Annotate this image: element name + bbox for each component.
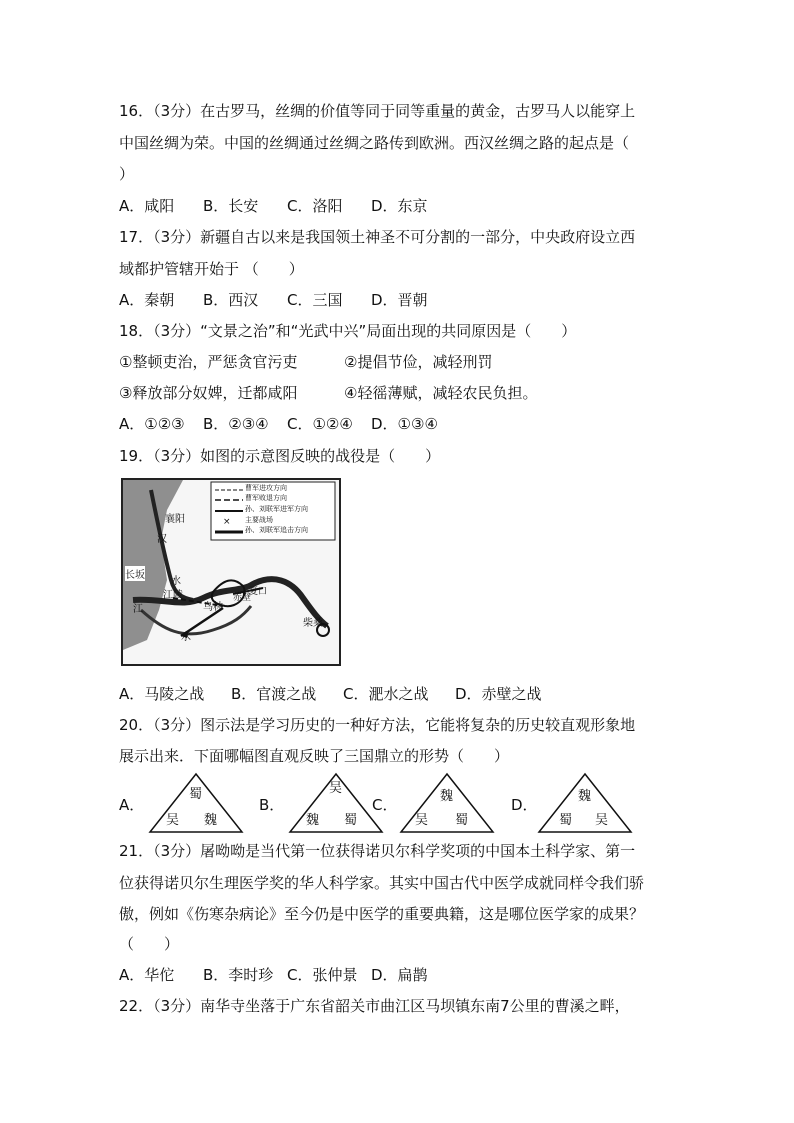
battle-map xyxy=(121,478,341,666)
q20-label-c: C． xyxy=(372,796,398,814)
q16-option-b: B．长安 xyxy=(203,197,259,215)
q21-option-c: C．张仲景 xyxy=(287,966,358,984)
map-legend-5: 孙、刘联军追击方向 xyxy=(245,526,308,534)
map-place-shui-2: 水 xyxy=(181,632,191,643)
q18-item-1: ①整顿吏治，严惩贪官污吏 xyxy=(119,353,298,371)
q18-option-d: D．①③④ xyxy=(371,415,438,433)
map-place-chaisang: 柴桑 xyxy=(303,618,323,629)
map-place-xiakou: 夏口 xyxy=(249,587,268,597)
q21-option-a: A．华佗 xyxy=(119,966,175,984)
triangle-diagram-c xyxy=(399,772,495,834)
map-legend-3: 孙、刘联军进军方向 xyxy=(245,505,308,513)
map-place-wulin: 乌林 xyxy=(203,602,223,613)
map-place-xiangyang: 襄阳 xyxy=(165,514,185,525)
q20-label-b: B． xyxy=(259,796,285,814)
tri-d-right: 吴 xyxy=(595,813,609,828)
q19-option-b: B．官渡之战 xyxy=(231,685,317,703)
q16-options xyxy=(119,196,428,216)
q16-option-a: A．咸阳 xyxy=(119,197,175,215)
tri-d-top: 魏 xyxy=(578,789,592,804)
q17-option-c: C．三国 xyxy=(287,291,343,309)
map-place-changban: 长坂 xyxy=(125,566,145,581)
q18-item-4: ④轻徭薄赋，减轻农民负担。 xyxy=(344,384,538,402)
q17-option-a: A．秦朝 xyxy=(119,291,175,309)
map-place-shui-1: 水 xyxy=(171,576,181,587)
q17-line2: 域都护管辖开始于 （ ） xyxy=(119,260,304,278)
q18-option-c: C．①②④ xyxy=(287,415,353,433)
q18-option-a: A．①②③ xyxy=(119,415,185,433)
q18-item-2: ②提倡节俭，减轻刑罚 xyxy=(344,353,493,371)
q18-options xyxy=(119,414,438,434)
q21-line4: （ ） xyxy=(119,935,180,953)
q21-line3: 傲，例如《伤寒杂病论》至今仍是中医学的重要典籍，这是哪位医学家的成果？ xyxy=(119,905,645,923)
q17-option-b: B．西汉 xyxy=(203,291,259,309)
map-legend-4: 主要战场 xyxy=(245,516,273,524)
map-legend-1: 曹军进攻方向 xyxy=(245,484,287,492)
svg-text:×: × xyxy=(223,517,231,527)
q21-option-d: D．扁鹊 xyxy=(371,966,428,984)
q20-line1: 20．（3分）图示法是学习历史的一种好方法，它能将复杂的历史较直观形象地 xyxy=(119,716,636,734)
q19-line1: 19．（3分）如图的示意图反映的战役是（ ） xyxy=(119,447,441,465)
q19-option-d: D．赤壁之战 xyxy=(455,685,542,703)
q21-option-b: B．李时珍 xyxy=(203,966,274,984)
q16-line1: 16．（3分）在古罗马，丝绸的价值等同于同等重量的黄金，古罗马人以能穿上 xyxy=(119,102,636,120)
map-legend-2: 曹军败退方向 xyxy=(245,494,287,502)
tri-b-top: 吴 xyxy=(329,781,343,796)
q16-option-d: D．东京 xyxy=(371,197,428,215)
q21-line2: 位获得诺贝尔生理医学奖的华人科学家。其实中国古代中医学成就同样令我们骄 xyxy=(119,874,645,892)
q20-label-a: A． xyxy=(119,796,145,814)
q18-line1: 18．（3分）“文景之治”和“光武中兴”局面出现的共同原因是（ ） xyxy=(119,322,577,340)
tri-b-right: 蜀 xyxy=(344,813,358,828)
q20-line2: 展示出来．下面哪幅图直观反映了三国鼎立的形势（ ） xyxy=(119,747,510,765)
q21-line1: 21．（3分）屠呦呦是当代第一位获得诺贝尔科学奖项的中国本土科学家、第一 xyxy=(119,842,636,860)
tri-c-left: 吴 xyxy=(415,813,429,828)
tri-a-top: 蜀 xyxy=(189,787,203,802)
triangle-diagram-d xyxy=(537,772,633,834)
tri-a-right: 魏 xyxy=(204,813,218,828)
q16-line3: ） xyxy=(119,165,135,183)
triangle-diagram-a xyxy=(148,772,244,834)
q17-option-d: D．晋朝 xyxy=(371,291,428,309)
q18-item-3: ③释放部分奴婢，迁都咸阳 xyxy=(119,384,298,402)
tri-c-right: 蜀 xyxy=(455,813,469,828)
q19-option-a: A．马陵之战 xyxy=(119,685,205,703)
q16-line2: 中国丝绸为荣。中国的丝绸通过丝绸之路传到欧洲。西汉丝绸之路的起点是（ xyxy=(119,134,630,152)
map-place-han: 汉 xyxy=(157,534,167,545)
q22-line1: 22．（3分）南华寺坐落于广东省韶关市曲江区马坝镇东南7公里的曹溪之畔， xyxy=(119,997,630,1015)
q17-options xyxy=(119,290,428,310)
map-place-jiangling: 江陵 xyxy=(163,590,183,601)
q16-option-c: C．洛阳 xyxy=(287,197,343,215)
q19-options xyxy=(119,684,542,704)
q18-items-row2 xyxy=(119,383,537,403)
triangle-diagram-b xyxy=(288,772,384,834)
map-place-jiang: 江 xyxy=(133,604,143,615)
tri-b-left: 魏 xyxy=(306,813,320,828)
q21-options xyxy=(119,965,428,985)
tri-a-left: 吴 xyxy=(166,813,180,828)
q20-label-d: D． xyxy=(511,796,538,814)
q18-option-b: B．②③④ xyxy=(203,415,269,433)
q19-option-c: C．淝水之战 xyxy=(343,685,429,703)
map-place-chibi: 赤壁 xyxy=(233,593,252,603)
q17-line1: 17．（3分）新疆自古以来是我国领土神圣不可分割的一部分，中央政府设立西 xyxy=(119,228,636,246)
tri-d-left: 蜀 xyxy=(559,813,573,828)
q18-items-row1 xyxy=(119,352,492,372)
tri-c-top: 魏 xyxy=(440,789,454,804)
